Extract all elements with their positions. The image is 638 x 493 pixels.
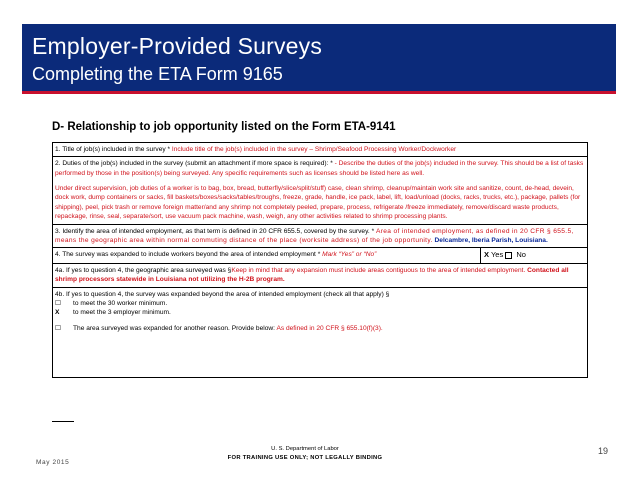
option-other-answer[interactable]: As defined in 20 CFR § 655.10(f)(3). bbox=[276, 324, 383, 332]
option-text: to meet the 30 worker minimum. bbox=[73, 299, 168, 307]
form-bottom-line bbox=[52, 421, 74, 422]
question-4b-label: 4b. If yes to question 4, the survey was expanded beyond the area of intended employment (check all that apply) bbox=[55, 290, 384, 298]
question-4-label: 4. The survey was expanded to include workers beyond the area of intended employment bbox=[55, 251, 316, 259]
question-1-row bbox=[52, 142, 588, 157]
option-30-worker[interactable] bbox=[55, 299, 585, 308]
option-checkbox[interactable]: ☐ bbox=[55, 324, 61, 332]
form-section-d bbox=[52, 142, 588, 378]
question-4-yes-no bbox=[480, 248, 587, 263]
slide-title: Employer-Provided Surveys bbox=[32, 33, 323, 59]
question-2-row bbox=[52, 157, 588, 224]
option-checkbox[interactable]: ☐ bbox=[55, 299, 61, 307]
no-label: No bbox=[514, 250, 526, 260]
question-4-row bbox=[52, 248, 588, 264]
title-banner bbox=[22, 24, 616, 94]
question-3-answer[interactable]: Area of intended employment, as defined in 20 CFR § 655.5, means the geographic area within normal commuting distance of the place (worksite address) of the job opportunity. bbox=[55, 227, 574, 244]
page-number: 19 bbox=[597, 446, 608, 456]
required-asterisk: * bbox=[328, 160, 335, 168]
question-3-label: 3. Identify the area of intended employment, as that term is defined in 20 CFR 655.5, covered by the survey. bbox=[55, 227, 370, 235]
question-1-label: 1. Title of job(s) included in the survey bbox=[55, 146, 166, 153]
question-4b-prompt bbox=[55, 290, 585, 299]
footer-date: May 2015 bbox=[36, 459, 70, 466]
question-2-label: 2. Duties of the job(s) included in the survey (submit an attachment if more space is required): bbox=[55, 160, 329, 168]
option-checkmark[interactable]: X bbox=[55, 309, 60, 317]
required-asterisk: * bbox=[369, 227, 375, 235]
banner-accent-line bbox=[22, 91, 616, 94]
question-4b-row bbox=[52, 288, 588, 378]
section-symbol: § bbox=[225, 266, 232, 274]
question-2-instruction: - Describe the duties of the job(s) included in the survey. This should be a list of tasks performed by those in the position(s) being surveyed. Any specific requirements such as licenses should be listed here as well. bbox=[55, 160, 584, 177]
footer-department: U. S. Department of Labor bbox=[271, 446, 339, 452]
option-other-reason[interactable] bbox=[55, 324, 585, 333]
question-3-location[interactable]: Delcambre, Iberia Parish, Louisiana. bbox=[432, 236, 548, 244]
question-4a-label: 4a. If yes to question 4, the geographic area surveyed was bbox=[55, 266, 226, 274]
option-3-employer[interactable] bbox=[55, 308, 585, 317]
yes-label: Yes bbox=[489, 250, 506, 260]
no-checkbox[interactable] bbox=[505, 252, 512, 259]
question-2-prompt bbox=[55, 159, 585, 178]
required-asterisk: * bbox=[165, 146, 172, 153]
yes-checkmark[interactable]: X bbox=[484, 250, 490, 260]
section-symbol: § bbox=[383, 290, 390, 298]
question-4-hint: Mark “Yes” or “No” bbox=[322, 251, 377, 259]
section-heading: D- Relationship to job opportunity listed on the Form ETA-9141 bbox=[52, 121, 396, 133]
question-4a-answer[interactable]: Keep in mind that any expansion must include areas contiguous to the area of intended employment. bbox=[231, 266, 526, 274]
slide-subtitle: Completing the ETA Form 9165 bbox=[32, 64, 283, 84]
question-2-answer[interactable]: Under direct supervision, job duties of a worker is to bag, box, bread, butterfly/slice/split/stuff) case, clean shrimp, cleanup/maintain work site and sanitize, count, de-head, devein, dock work, dump containers or sacks, fill baskets/boxes/sacks/tables/troughs, freeze, grade, handle, ice pack, label, lift, load/unload (docks, racks, trucks, etc.), package, pallets (for shipping), peel, pick trash or remove foreign matter/and any shrimp not completely peeled, prepare, process, refrigerate /freeze immediately, remove/discard waste products, repackage, rinse, seal, separate/sort, use vacuum pack machine, wash, weigh, any other activities related to shrimp processing plants. bbox=[55, 185, 581, 221]
option-text: to meet the 3 employer minimum. bbox=[73, 309, 171, 317]
question-4a-row bbox=[52, 264, 588, 288]
question-3-row bbox=[52, 225, 588, 249]
option-text: The area surveyed was expanded for another reason. Provide below: bbox=[73, 324, 277, 332]
required-asterisk: * bbox=[315, 251, 323, 259]
question-4-text bbox=[53, 248, 480, 263]
footer-center bbox=[130, 445, 480, 463]
question-1-answer[interactable]: Include title of the job(s) included in the survey – Shrimp/Seafood Processing Worker/Dockworker bbox=[171, 146, 457, 153]
footer-disclaimer: FOR TRAINING USE ONLY; NOT LEGALLY BINDING bbox=[227, 454, 383, 461]
question-4a-note[interactable]: Contacted all shrimp processors statewide in Louisiana not utilizing the H-2B program. bbox=[55, 266, 569, 284]
